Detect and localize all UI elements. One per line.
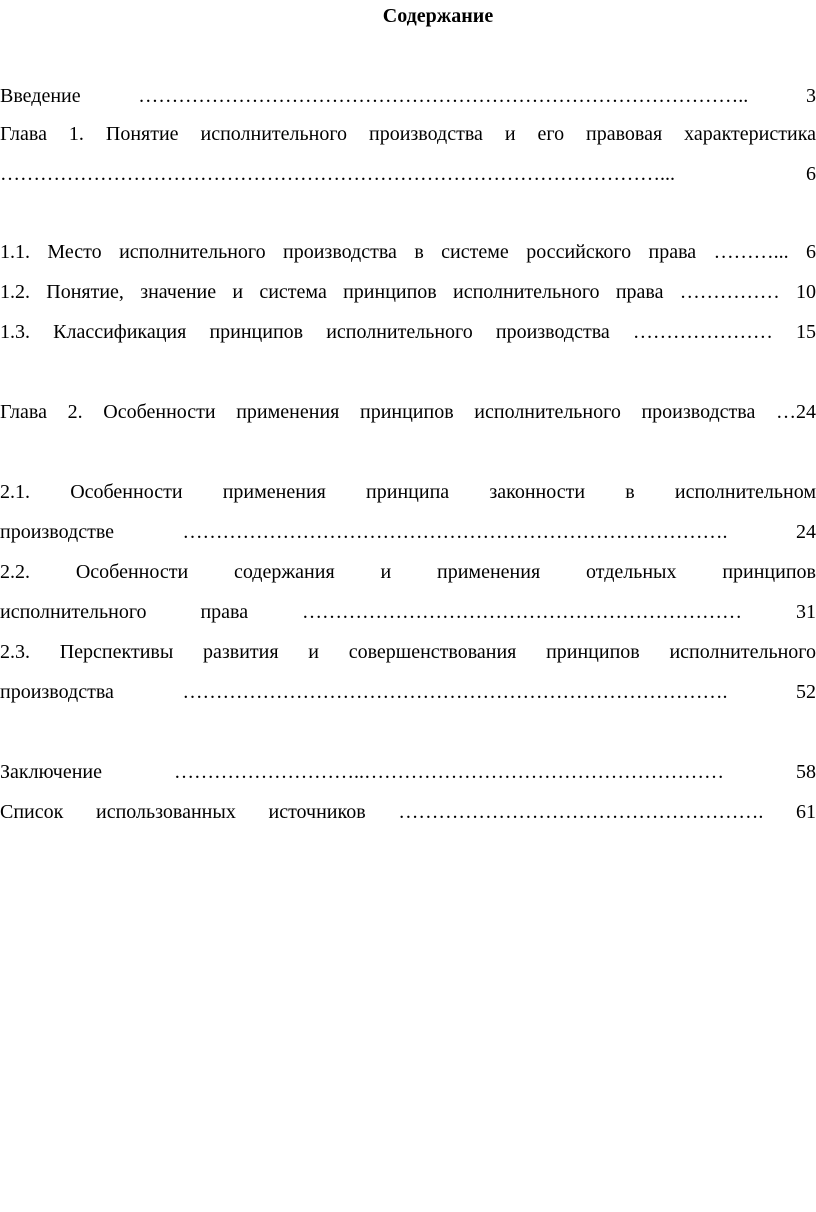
toc-section-2-1-leader: производстве ………………………………………………………………………. 24 [0,521,816,543]
toc-section-2-3-title: 2.3. Перспективы развития и совершенствования принципов исполнительного [0,641,816,663]
toc-chapter-1-title: Глава 1. Понятие исполнительного производства и его правовая характеристика [0,123,816,145]
page-title: Содержание [382,5,494,27]
toc-conclusion: Заключение ………………………..……………………………………………… 58 [0,761,816,783]
toc-section-1-2: 1.2. Понятие, значение и система принципов исполнительного права …………… 10 [0,281,816,303]
toc-chapter-1-leader: ………………………………………………………………………………………... 6 [0,163,816,185]
toc-chapter-2: Глава 2. Особенности применения принципов исполнительного производства …24 [0,401,816,423]
toc-introduction: Введение ……………………………………………………………………………….. 3 [0,85,816,107]
toc-section-2-3-leader: производства ………………………………………………………………………. 52 [0,681,816,703]
toc-section-1-1: 1.1. Место исполнительного производства в системе российского права ………... 6 [0,241,816,263]
toc-section-1-3: 1.3. Классификация принципов исполнительного производства ………………… 15 [0,321,816,343]
toc-references: Список использованных источников ………………………………………………. 61 [0,801,816,823]
toc-section-2-1-title: 2.1. Особенности применения принципа законности в исполнительном [0,481,816,503]
toc-section-2-2-leader: исполнительного права ………………………………………………………… 31 [0,601,816,623]
toc-section-2-2-title: 2.2. Особенности содержания и применения отдельных принципов [0,561,816,583]
